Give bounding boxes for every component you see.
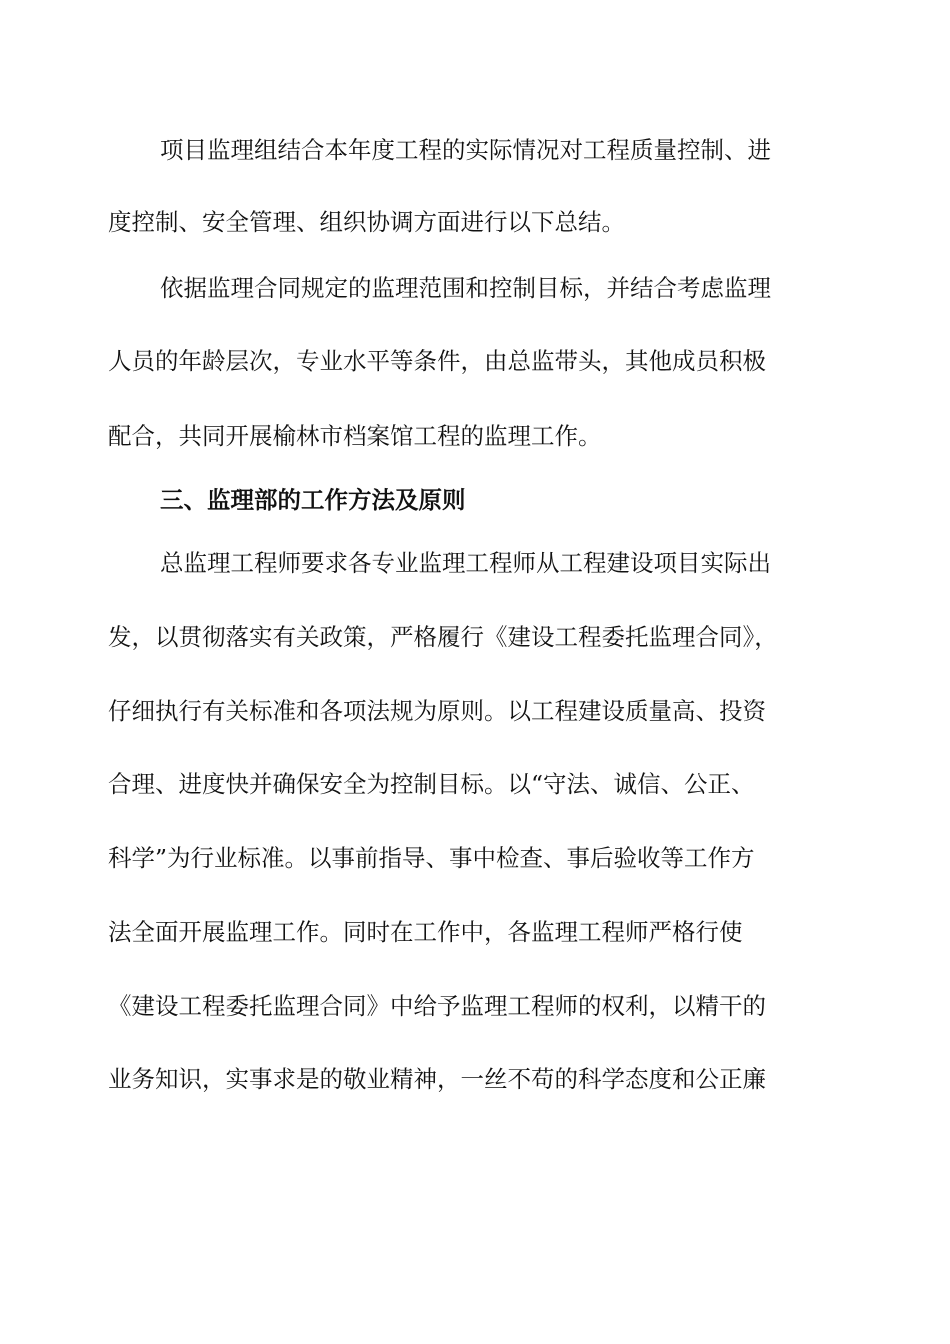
paragraph-3-line-7: 《建设工程委托监理合同》中给予监理工程师的权利，以精干的 — [108, 992, 766, 1020]
paragraph-3-line-8: 业务知识，实事求是的敬业精神，一丝不苟的科学态度和公正廉 — [108, 1065, 766, 1093]
paragraph-3-line-3: 仔细执行有关标准和各项法规为原则。以工程建设质量高、投资 — [108, 697, 766, 725]
paragraph-3-line-2: 发，以贯彻落实有关政策，严格履行《建设工程委托监理合同》， — [108, 623, 778, 651]
paragraph-1-line-1: 项目监理组结合本年度工程的实际情况对工程质量控制、进 — [160, 136, 771, 164]
paragraph-2-line-1: 依据监理合同规定的监理范围和控制目标，并结合考虑监理 — [160, 274, 771, 302]
section-heading: 三、监理部的工作方法及原则 — [160, 486, 466, 514]
paragraph-2-line-3: 配合，共同开展榆林市档案馆工程的监理工作。 — [108, 422, 602, 450]
paragraph-3-line-5: 科学”为行业标准。以事前指导、事中检查、事后验收等工作方 — [108, 844, 755, 872]
paragraph-3-line-6: 法全面开展监理工作。同时在工作中，各监理工程师严格行使 — [108, 918, 743, 946]
paragraph-3-line-4: 合理、进度快并确保安全为控制目标。以“守法、诚信、公正、 — [108, 770, 755, 798]
paragraph-3-line-1: 总监理工程师要求各专业监理工程师从工程建设项目实际出 — [160, 549, 771, 577]
paragraph-1-line-2: 度控制、安全管理、组织协调方面进行以下总结。 — [108, 208, 625, 236]
paragraph-2-line-2: 人员的年龄层次，专业水平等条件，由总监带头，其他成员积极 — [108, 347, 766, 375]
